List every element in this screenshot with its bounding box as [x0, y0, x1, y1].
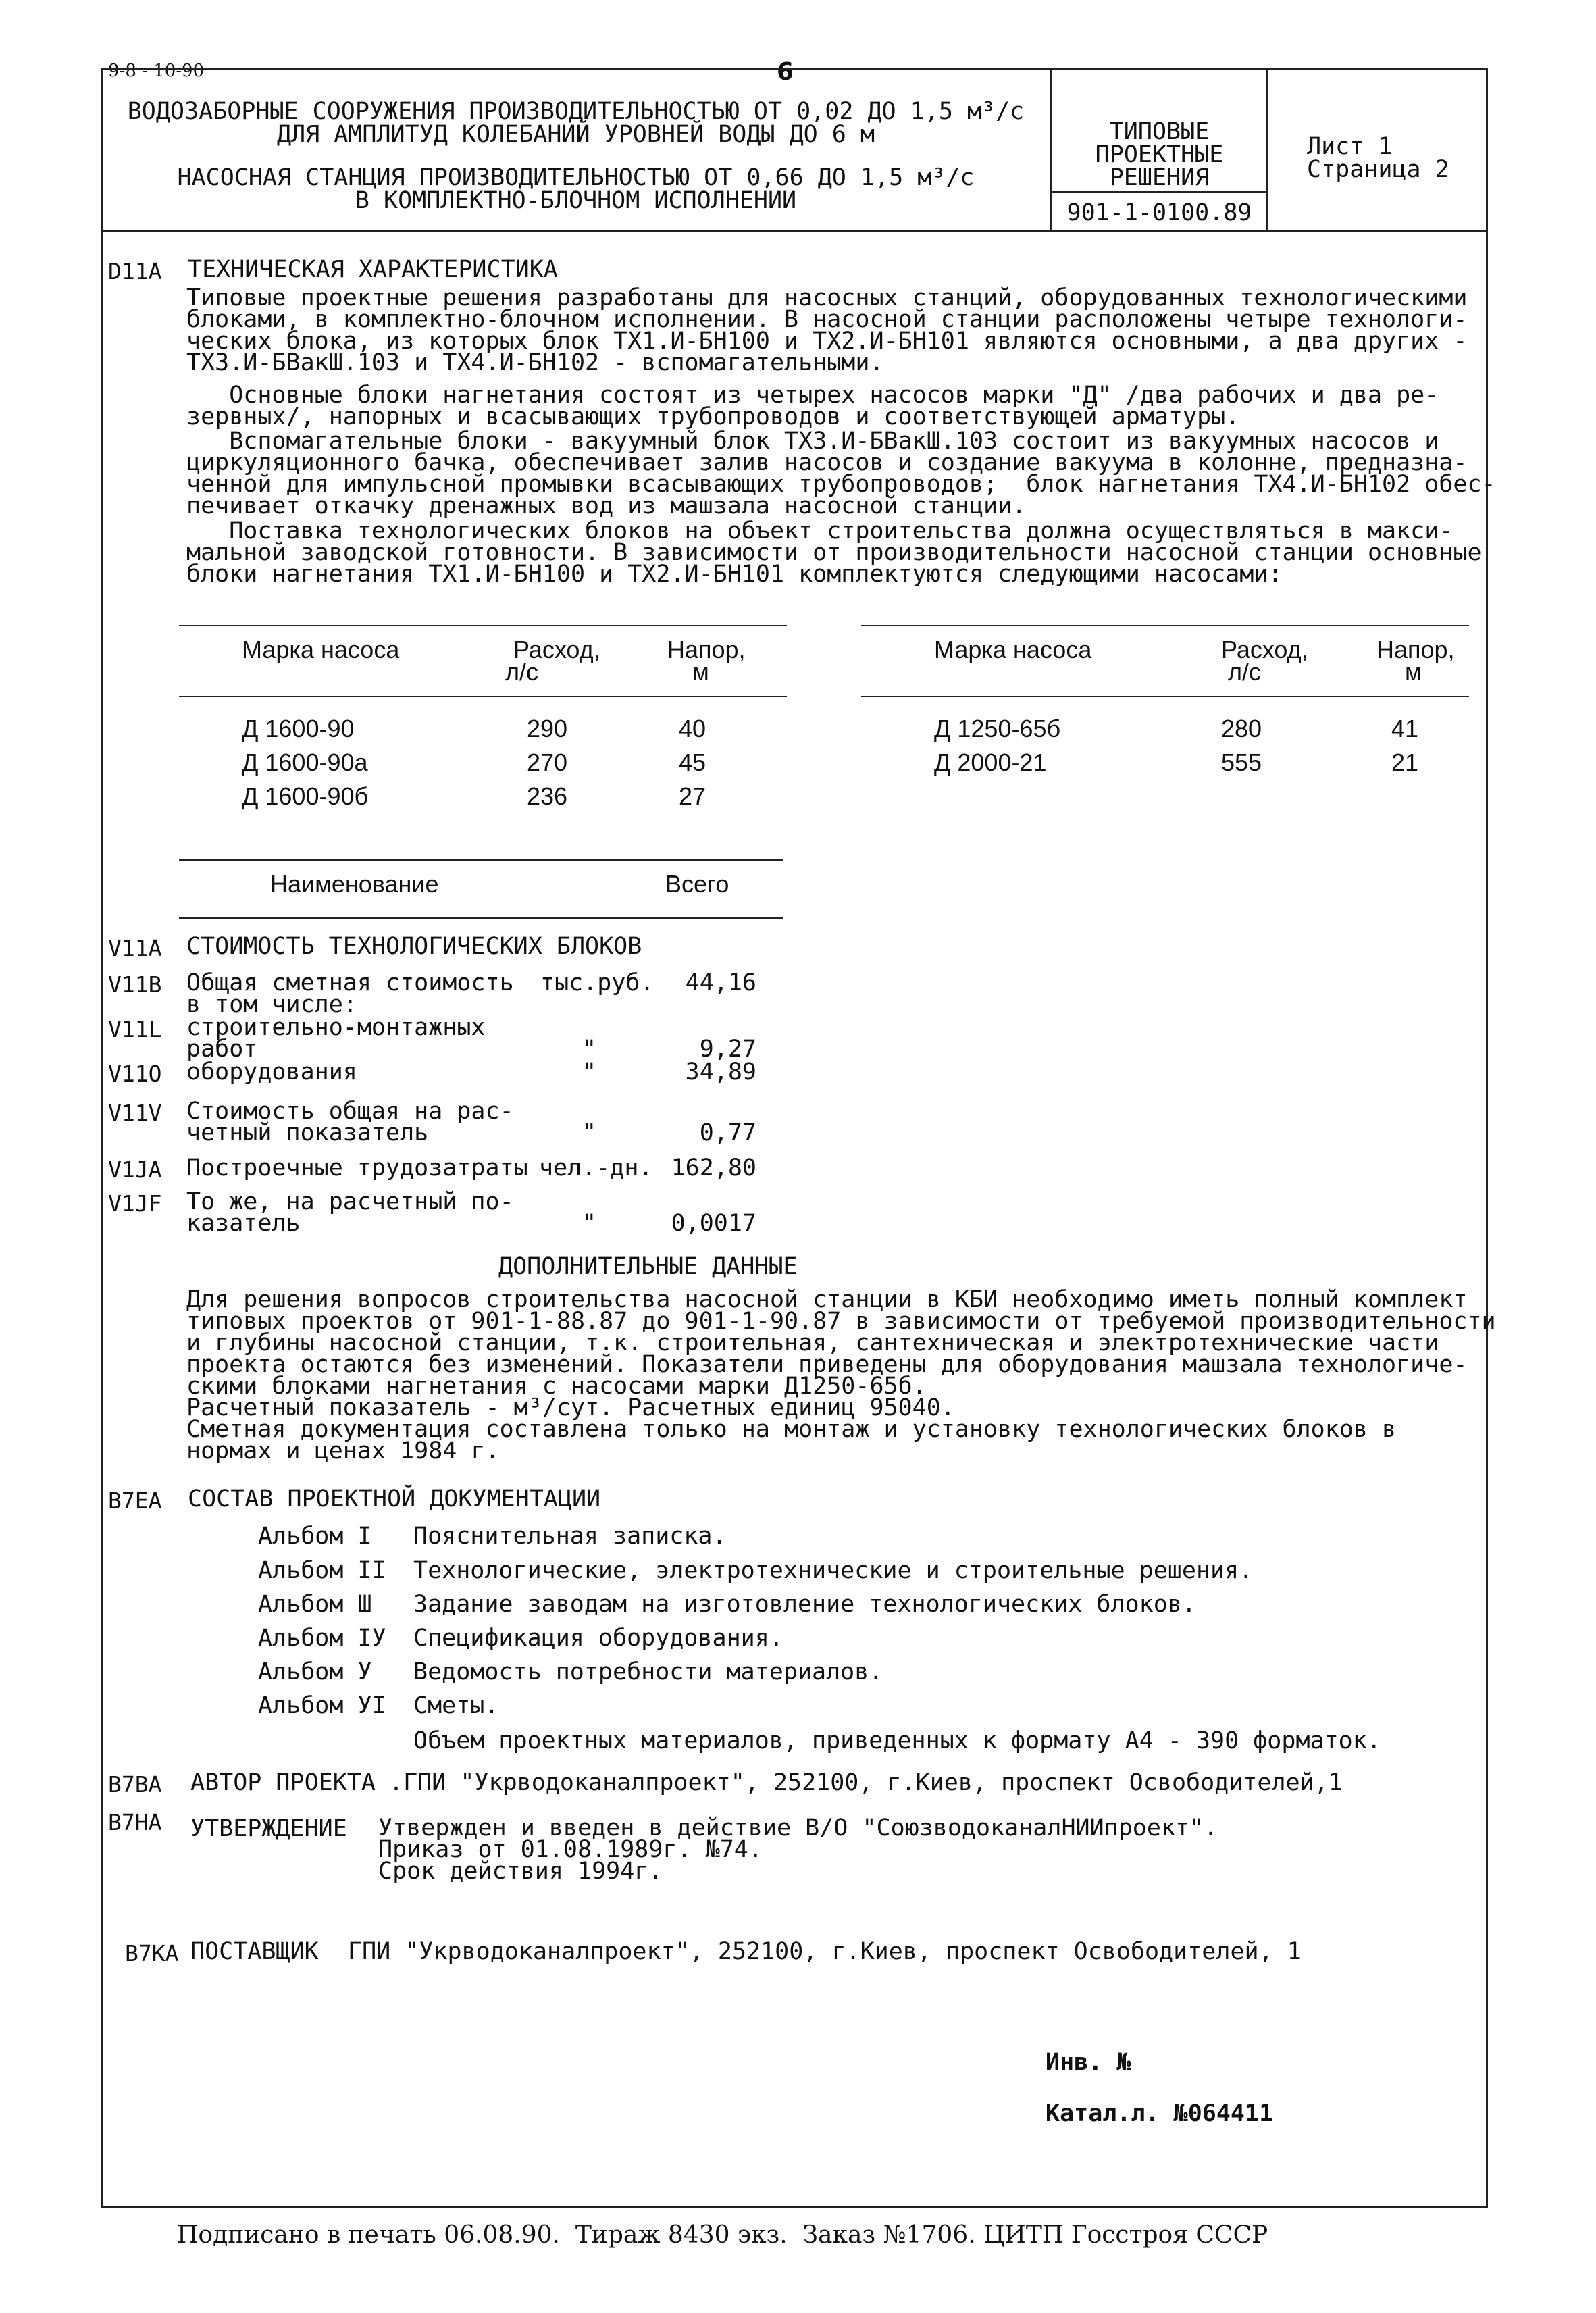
supplier-code: B7KA [125, 1940, 179, 1966]
cost-value: 0,0017 [671, 1210, 756, 1237]
author-text: .ГПИ "Укрводоканалпроект", 252100, г.Киев, проспект Освободителей,1 [389, 1769, 1343, 1796]
album-number: Альбом IУ [258, 1625, 386, 1652]
table-rule [861, 696, 1469, 697]
tech-line: циркуляционного бачка, обеспечивает залив насосов и создание вакуума в колонне, предназна- [186, 449, 1468, 476]
cost-code: V1JA [108, 1156, 162, 1183]
pump-flow: 236 [527, 782, 568, 810]
cost-col-total: Всего [665, 870, 729, 898]
cost-label: Общая сметная стоимость [186, 969, 514, 996]
additional-line: Сметная документация составлена только на монтаж и установку технологических блоков в [186, 1416, 1397, 1443]
cost-value: 9,27 [699, 1036, 756, 1063]
tech-line: ченной для импульсной промывки всасывающих трубопроводов; блок нагнетания ТХ4.И-БН102 обес- [186, 471, 1496, 498]
additional-line: и глубины насосной станции, т.к. строительная, сантехническая и электротехнические части [186, 1329, 1439, 1356]
supplier-text: ГПИ "Укрводоканалпроект", 252100, г.Киев, проспект Освободителей, 1 [348, 1938, 1302, 1965]
cost-value: 44,16 [685, 969, 756, 996]
approval-label: УТВЕРЖДЕНИЕ [190, 1815, 347, 1842]
pump-head: 21 [1391, 748, 1419, 776]
album-number: Альбом I [258, 1523, 372, 1550]
cost-label-cont: казатель [186, 1210, 301, 1237]
cost-label: строительно-монтажных [186, 1014, 486, 1041]
album-description: Задание заводам на изготовление технологических блоков. [413, 1591, 1196, 1618]
album-number: Альбом Ш [258, 1591, 372, 1618]
album-description: Спецификация оборудования. [413, 1625, 783, 1652]
additional-line: проекта остаются без изменений. Показатели приведены для оборудования машзала технологиче- [186, 1351, 1468, 1378]
additional-line: типовых проектов от 901-1-88.87 до 901-1-90.87 в зависимости от требуемой производительности [186, 1308, 1496, 1335]
additional-line: Расчетный показатель - м³/сут. Расчетных единиц 95040. [186, 1394, 955, 1421]
additional-title: ДОПОЛНИТЕЛЬНЫЕ ДАННЫЕ [498, 1253, 798, 1280]
pump-mark: Д 1600-90а [242, 748, 368, 776]
print-code: 9-8 - 10-90 [108, 61, 205, 81]
cost-value: 0,77 [699, 1119, 756, 1146]
cost-unit: " [582, 1119, 597, 1146]
additional-line: скими блоками нагнетания с насосами марки Д1250-65б. [186, 1373, 927, 1400]
col-header-head-unit: м [692, 658, 709, 686]
header-type-line-2: ПРОЕКТНЫЕ [1095, 141, 1224, 168]
pump-mark: Д 1600-90б [242, 782, 369, 810]
tech-line: Основные блоки нагнетания состоят из четырех насосов марки "Д" /два рабочих и два ре- [186, 382, 1439, 409]
sheet-label: Лист 1 [1307, 133, 1393, 160]
supplier-label: ПОСТАВЩИК [190, 1938, 319, 1965]
cost-code: V11L [108, 1016, 162, 1042]
col-header-flow: Расход, [1221, 636, 1308, 663]
cost-unit: " [582, 1210, 597, 1237]
approval-line-2: Приказ от 01.08.1989г. №74. [378, 1836, 763, 1863]
header-title-line-4: В КОМПЛЕКТНО-БЛОЧНОМ ИСПОЛНЕНИИ [355, 187, 797, 214]
doc-number: 901-1-0100.89 [1066, 199, 1252, 226]
header-type-line-1: ТИПОВЫЕ [1109, 118, 1210, 145]
additional-line: Для решения вопросов строительства насосной станции в КБИ необходимо иметь полный комплект [186, 1286, 1468, 1313]
cost-unit: " [582, 1059, 597, 1086]
approval-code: B7HA [108, 1809, 162, 1835]
pump-flow: 290 [527, 715, 568, 742]
cost-code: V11O [108, 1061, 162, 1087]
cost-label: оборудования [186, 1059, 357, 1086]
inventory-number: Инв. № [1046, 2049, 1131, 2076]
table-rule [179, 696, 787, 697]
col-header-flow-unit: л/с [505, 658, 539, 686]
table-rule [179, 917, 783, 919]
col-header-mark: Марка насоса [242, 636, 400, 663]
cost-label: Стоимость общая на рас- [186, 1098, 514, 1125]
pump-flow: 280 [1221, 715, 1262, 742]
header-title-line-1: ВОДОЗАБОРНЫЕ СООРУЖЕНИЯ ПРОИЗВОДИТЕЛЬНОСТЬЮ ОТ 0,02 ДО 1,5 м³/с [127, 98, 1025, 125]
cost-value: 34,89 [685, 1059, 756, 1086]
header-col-divider-2 [1266, 68, 1268, 232]
pump-head: 41 [1391, 715, 1419, 742]
tech-line: мальной заводской готовности. В зависимости от производительности насосной станции основные [186, 539, 1482, 566]
cost-code: V11B [108, 971, 162, 998]
cost-label-cont: четный показатель [186, 1119, 429, 1146]
approval-line-1: Утвержден и введен в действие В/О "СоюзводоканалНИИпроект". [378, 1814, 1218, 1841]
album-description: Технологические, электротехнические и строительные решения. [413, 1557, 1254, 1584]
tech-line: ческих блока, из которых блок ТХ1.И-БН100 и ТХ2.И-БН101 являются основными, а два других - [186, 328, 1468, 355]
cost-unit: чел.-дн. [539, 1154, 653, 1181]
table-rule [861, 625, 1469, 626]
docs-title: СОСТАВ ПРОЕКТНОЙ ДОКУМЕНТАЦИИ [188, 1485, 601, 1513]
tech-line: зервных/, напорных и всасывающих трубопроводов и соответствующей арматуры. [186, 403, 1240, 430]
cost-label-cont: работ [186, 1036, 258, 1063]
header-title-line-3: НАСОСНАЯ СТАНЦИЯ ПРОИЗВОДИТЕЛЬНОСТЬЮ ОТ 0,66 ДО 1,5 м³/с [177, 164, 975, 191]
album-number: Альбом II [258, 1557, 386, 1584]
docs-code: B7EA [108, 1488, 162, 1514]
tech-line: ТХ3.И-БВакШ.103 и ТХ4.И-БН102 - вспомагательными. [186, 349, 884, 376]
album-number: Альбом У [258, 1658, 372, 1685]
page-number: 6 [777, 58, 794, 86]
approval-line-3: Срок действия 1994г. [378, 1858, 663, 1885]
col-header-head: Напор, [1376, 636, 1455, 663]
col-header-head-unit: м [1405, 658, 1422, 686]
pump-mark: Д 2000-21 [934, 748, 1047, 776]
album-description: Ведомость потребности материалов. [413, 1658, 883, 1685]
tech-line: печивает откачку дренажных вод из машзала насосной станции. [186, 492, 1027, 519]
author-label: АВТОР ПРОЕКТА [190, 1769, 376, 1796]
col-header-flow-unit: л/с [1228, 658, 1262, 686]
cost-label: Построечные трудозатраты [186, 1154, 528, 1181]
cost-col-name: Наименование [270, 870, 439, 898]
album-description: Пояснительная записка. [413, 1523, 727, 1550]
col-header-mark: Марка насоса [934, 636, 1092, 663]
pump-mark: Д 1250-65б [934, 715, 1061, 742]
pump-flow: 555 [1221, 748, 1262, 776]
header-divider [101, 230, 1488, 232]
tech-code: D11A [108, 258, 162, 284]
cost-unit: тыс.руб. [540, 969, 654, 996]
cost-label: То же, на расчетный по- [186, 1188, 514, 1215]
tech-line: блоки нагнетания ТХ1.И-БН100 и ТХ2.И-БН101 комплектуются следующими насосами: [186, 561, 1283, 588]
tech-line: Поставка технологических блоков на объект строительства должна осуществляться в макси- [186, 517, 1453, 544]
album-number: Альбом УI [258, 1692, 386, 1719]
cost-value: 162,80 [671, 1154, 756, 1181]
author-code: B7BA [108, 1771, 162, 1798]
pump-head: 45 [679, 748, 706, 776]
catalog-number: Катал.л. №064411 [1046, 2100, 1274, 2127]
cost-label: СТОИМОСТЬ ТЕХНОЛОГИЧЕСКИХ БЛОКОВ [186, 933, 642, 960]
cost-label-cont: в том числе: [186, 991, 357, 1018]
col-header-head: Напор, [667, 636, 746, 663]
pump-mark: Д 1600-90 [242, 715, 355, 742]
cost-code: V11V [108, 1100, 162, 1126]
album-description: Сметы. [413, 1692, 499, 1719]
table-rule [179, 625, 787, 626]
tech-line: Вспомагательные блоки - вакуумный блок ТХ3.И-БВакШ.103 состоит из вакуумных насосов и [186, 428, 1439, 455]
table-rule [179, 859, 783, 861]
col-header-flow: Расход, [513, 636, 600, 663]
header-title-line-2: ДЛЯ АМПЛИТУД КОЛЕБАНИЙ УРОВНЕЙ ВОДЫ ДО 6 м [276, 121, 875, 148]
pump-head: 27 [679, 782, 706, 810]
header-type-line-3: РЕШЕНИЯ [1109, 164, 1210, 191]
pump-head: 40 [679, 715, 706, 742]
print-footer: Подписано в печать 06.08.90. Тираж 8430 экз. Заказ №1706. ЦИТП Госстроя СССР [177, 2221, 1268, 2249]
tech-title: ТЕХНИЧЕСКАЯ ХАРАКТЕРИСТИКА [188, 256, 558, 283]
tech-line: Типовые проектные решения разработаны для насосных станций, оборудованных технологическими [186, 284, 1468, 311]
cost-unit: " [582, 1036, 597, 1063]
tech-line: блоками, в комплектно-блочном исполнении. В насосной станции расположены четыре технологи- [186, 306, 1468, 333]
cost-code: V11A [108, 935, 162, 961]
header-number-divider [1050, 191, 1266, 193]
cost-code: V1JF [108, 1190, 162, 1217]
page-label: Страница 2 [1307, 156, 1449, 183]
pump-flow: 270 [527, 748, 568, 776]
additional-line: нормах и ценах 1984 г. [186, 1438, 500, 1465]
docs-volume: Объем проектных материалов, приведенных к формату А4 - 390 форматок. [413, 1727, 1381, 1754]
